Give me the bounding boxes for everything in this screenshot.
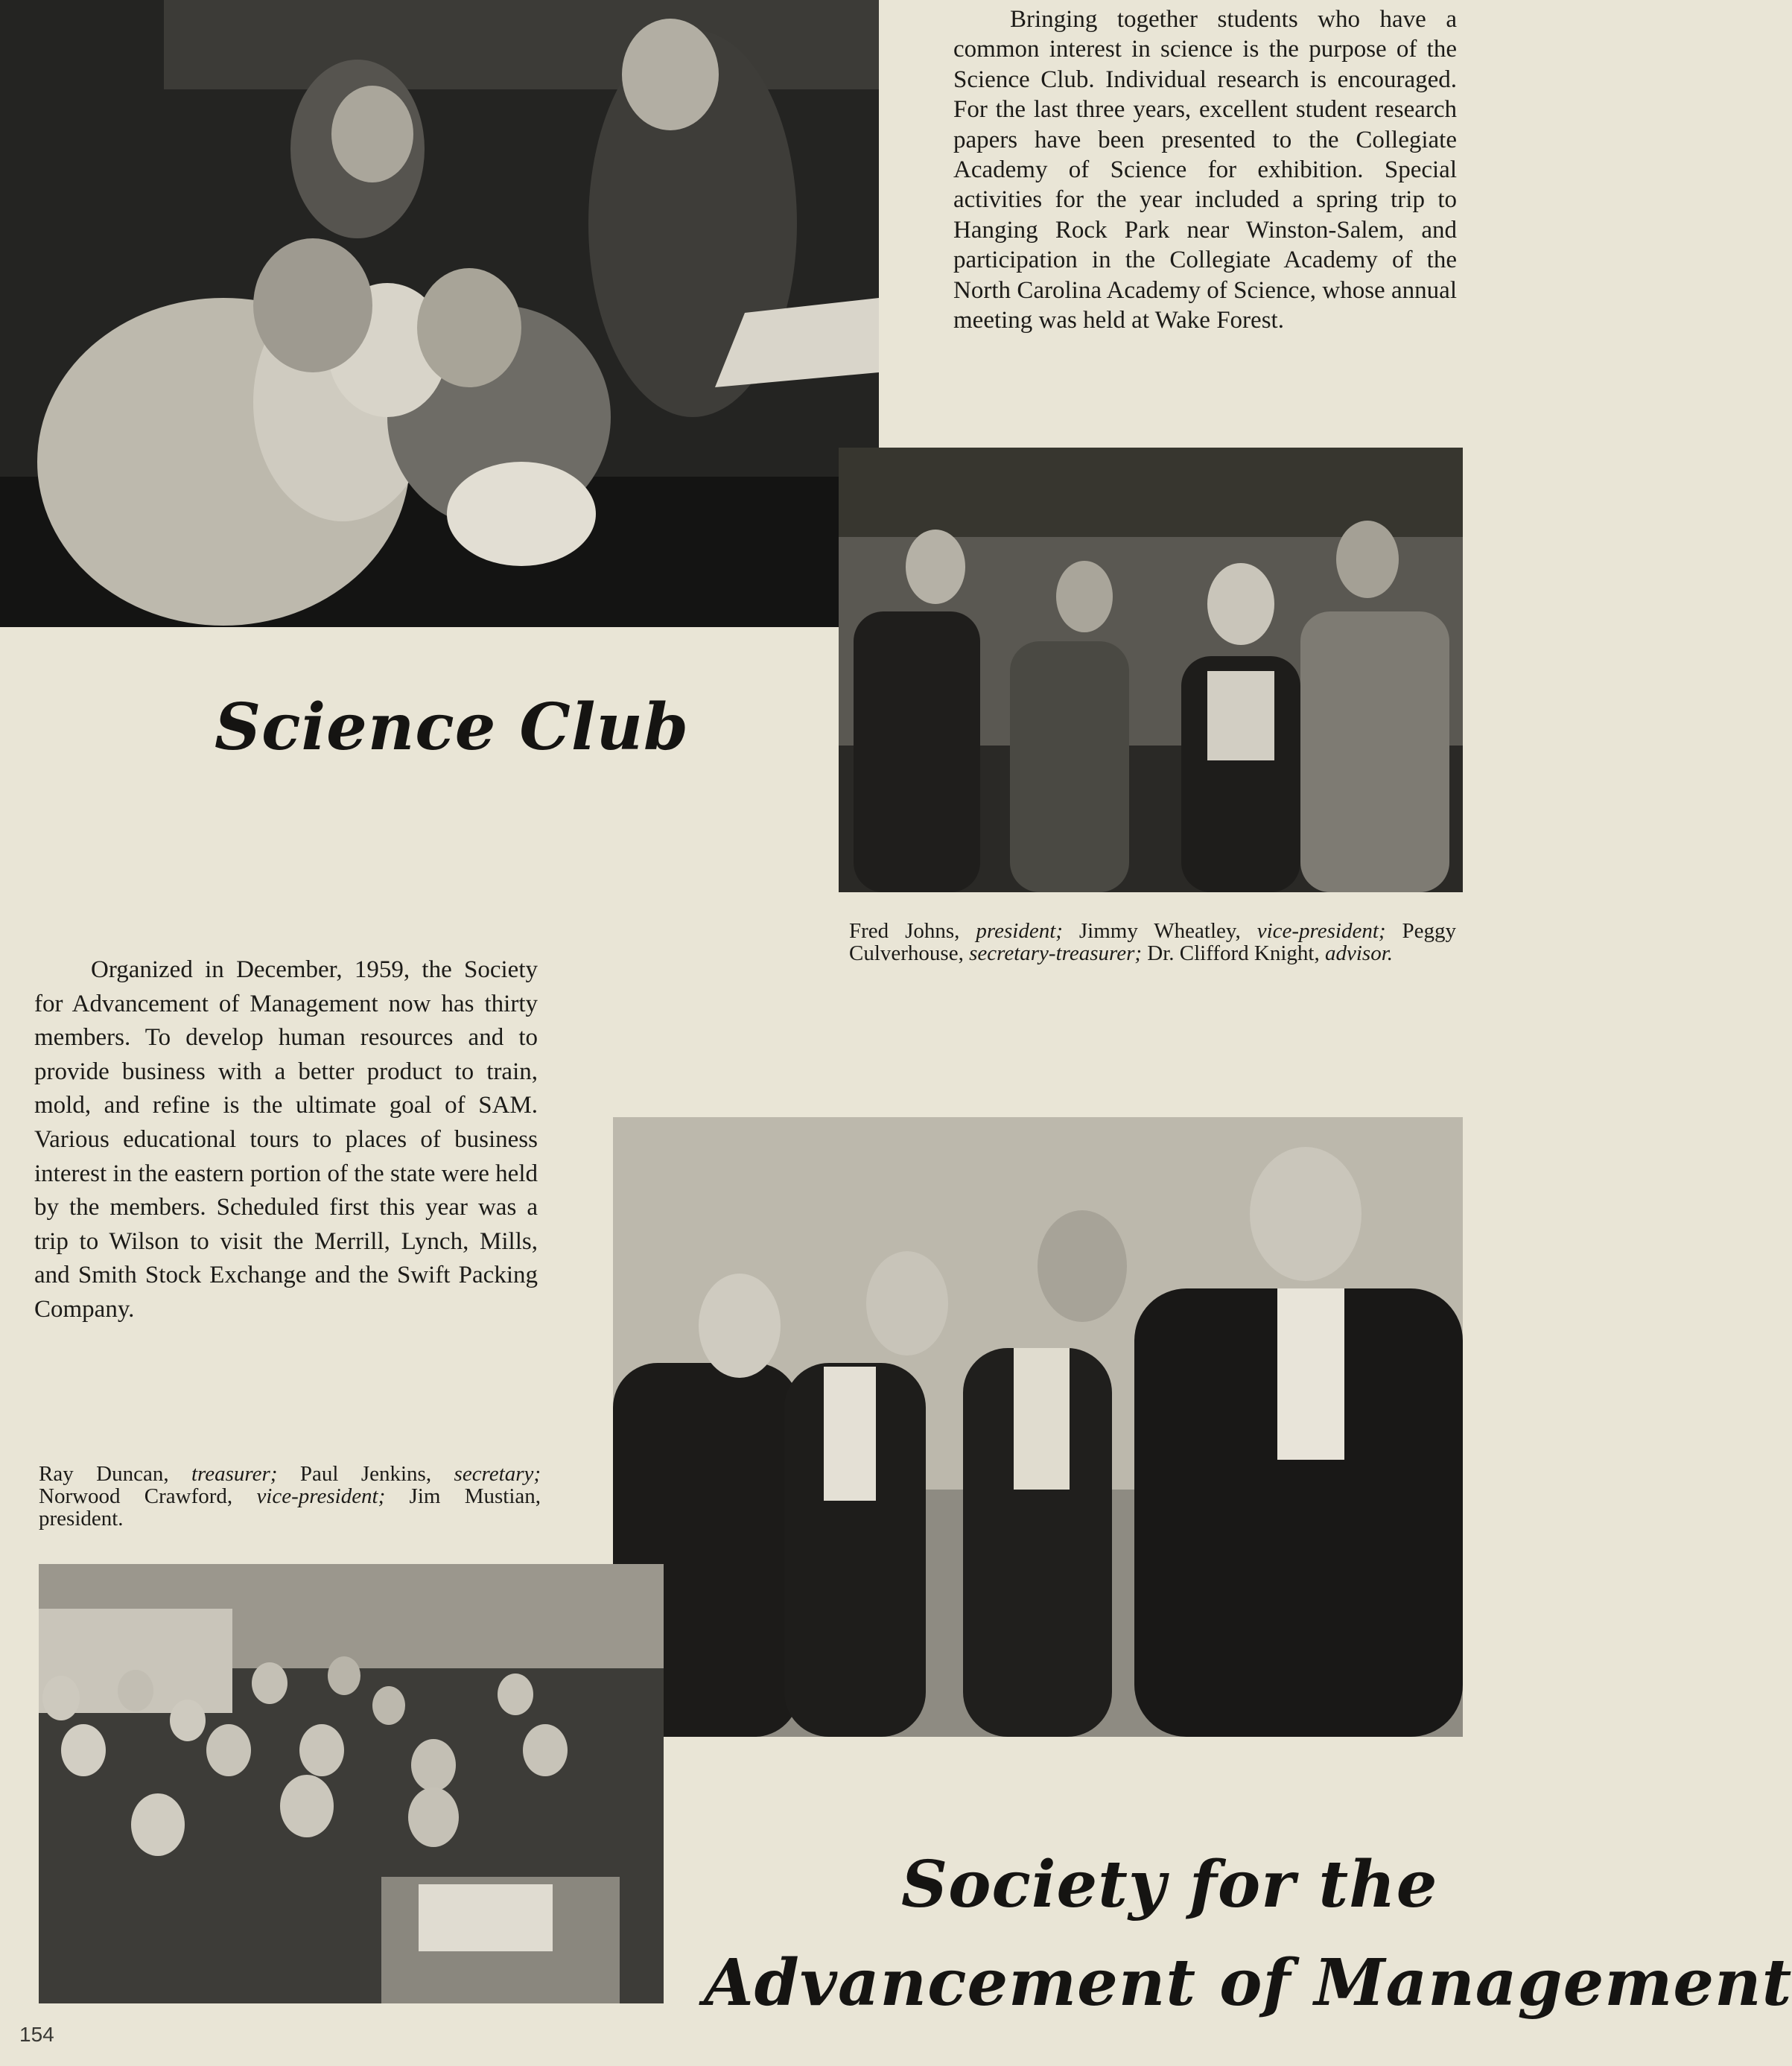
caption-role: treasurer;: [191, 1462, 278, 1486]
caption-role: vice-president;: [256, 1484, 386, 1508]
sam-title-line1: Society for the: [901, 1847, 1438, 1922]
caption-name: Peggy Culverhouse,: [849, 919, 1457, 965]
caption-role: advisor.: [1325, 941, 1394, 965]
caption-role: secretary;: [454, 1462, 541, 1486]
sam-officers-caption: [39, 1463, 541, 1530]
science-club-officers-photo: [839, 448, 1463, 892]
science-club-intro-text: Bringing together students who have a common interest in science is the purpose of the Science Club. Individual research is encouraged. For the last three years, excellent student research papers have been presented to the Collegiate Academy of Science for exhibition. Special activities for the year included a spring trip to Hanging Rock Park near Winston-Salem, and participation in the Collegiate Academy of the North Carolina Academy of Science, whose annual meeting was held at Wake Forest.: [953, 6, 1457, 334]
science-club-officers-caption: [849, 920, 1456, 964]
caption-name: Dr. Clifford Knight,: [1142, 941, 1325, 965]
science-club-lab-photo: [0, 0, 879, 627]
sam-officers-photo: [613, 1117, 1463, 1737]
sam-members-photo: [39, 1564, 664, 2003]
caption-name: Jimmy Wheatley,: [1062, 919, 1257, 943]
caption-name: Paul Jenkins,: [277, 1462, 454, 1486]
caption-name: Fred Johns,: [849, 919, 976, 943]
sam-intro-text: Organized in December, 1959, the Society for Advancement of Management now has thirty members. To develop human resources and to provide business with a better product to train, mold, and refine is the ultimate goal of SAM. Various educational tours to places of business interest in the eastern portion of the state were held by the members. Scheduled first this year was a trip to Wilson to visit the Merrill, Lynch, Mills, and Smith Stock Exchange and the Swift Packing Company.: [34, 956, 538, 1323]
caption-name: Norwood Crawford,: [39, 1484, 257, 1508]
caption-role: president;: [976, 919, 1063, 943]
caption-name: Ray Duncan,: [39, 1462, 191, 1486]
caption-name: Jim Mustian, president.: [39, 1484, 541, 1531]
caption-role: vice-president;: [1256, 919, 1386, 943]
sam-title-line2: Advancement of Management: [704, 1945, 1792, 2021]
science-club-title: Science Club: [215, 690, 690, 765]
page-number: 154: [19, 2023, 54, 2046]
caption-role: secretary-treasurer;: [969, 941, 1143, 965]
